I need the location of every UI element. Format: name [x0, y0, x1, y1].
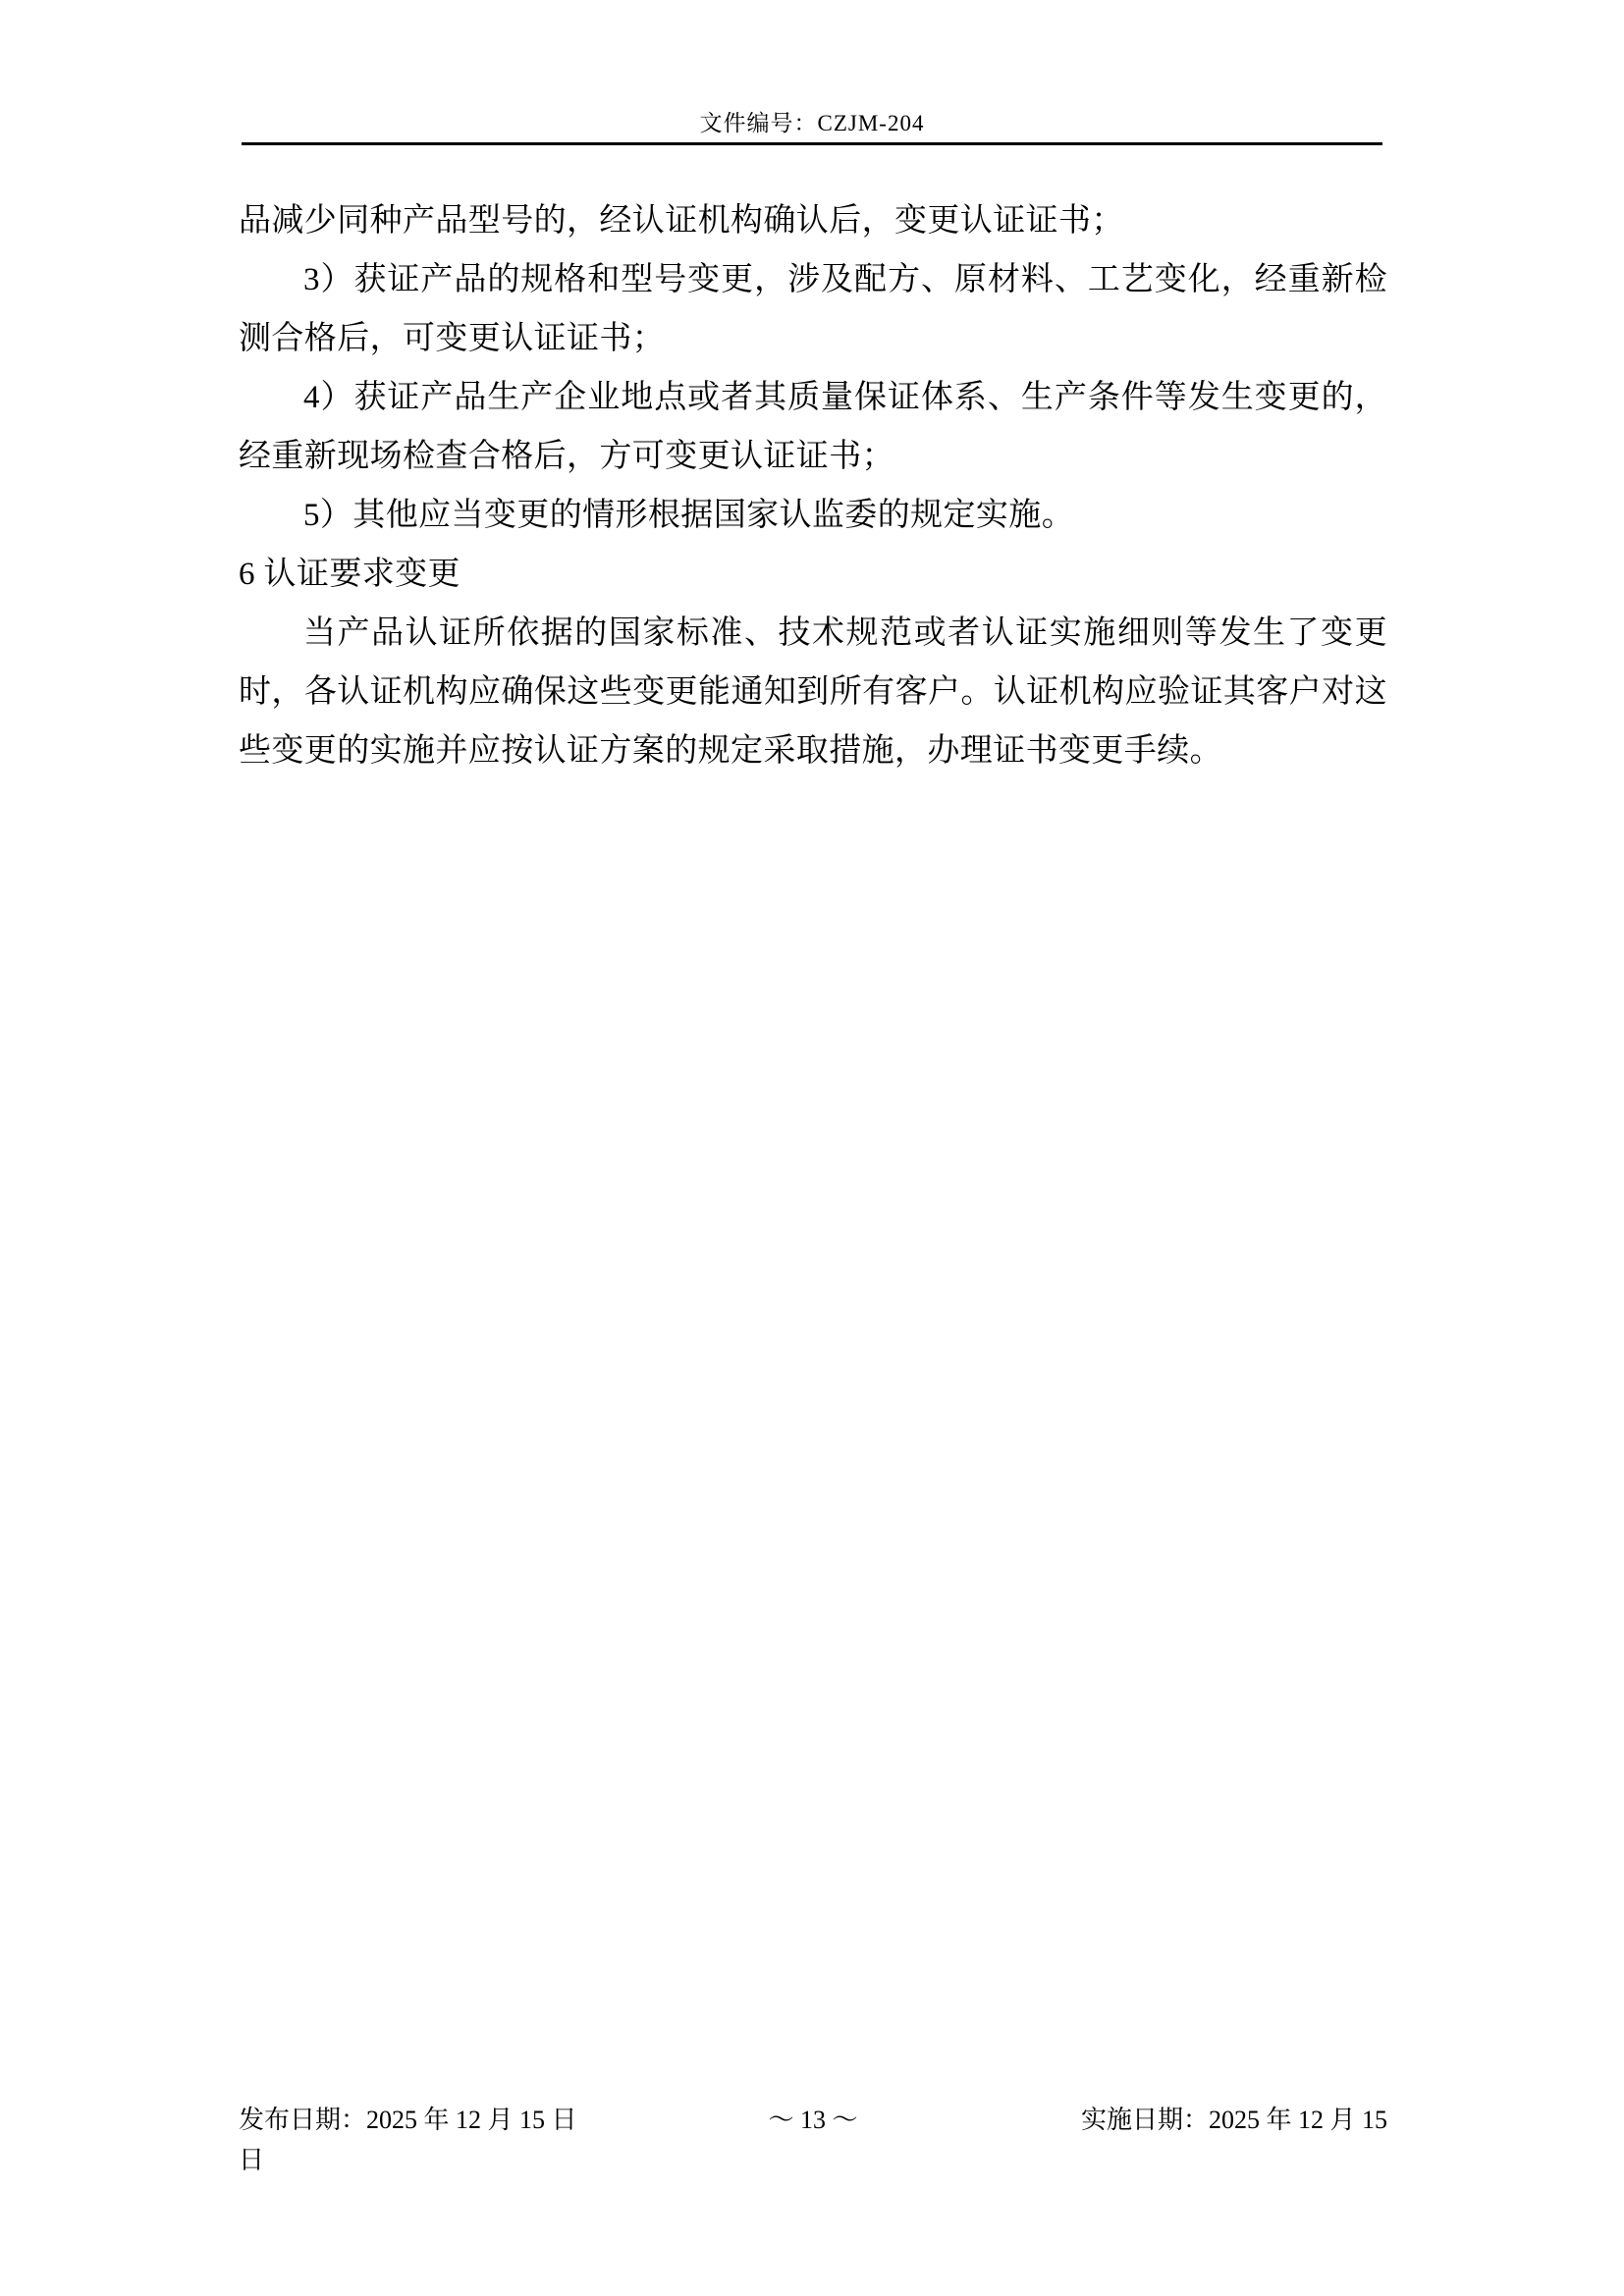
- paragraph-continued: 品减少同种产品型号的，经认证机构确认后，变更认证证书；: [239, 203, 1124, 239]
- footer-row: [239, 2101, 1387, 2139]
- list-item-3: 3）获证产品的规格和型号变更，涉及配方、原材料、工艺变化，经重新检测合格后，可变更认证证书；: [239, 262, 1387, 357]
- footer-effective-date: 实施日期：2025 年 12 月 15: [1080, 2106, 1387, 2134]
- footer-page-number: ～ 13 ～: [768, 2106, 858, 2134]
- footer-issue-date: 发布日期：2025 年 12 月 15 日: [239, 2106, 577, 2134]
- header-divider: [242, 142, 1382, 145]
- document-body: [239, 191, 1387, 780]
- page-header: [242, 110, 1382, 137]
- section-6-paragraph: 当产品认证所依据的国家标准、技术规范或者认证实施细则等发生了变更时，各认证机构应确保这些变更能通知到所有客户。认证机构应验证其客户对这些变更的实施并应按认证方案的规定采取措施，办理证书变更手续。: [239, 615, 1387, 770]
- page-footer: [239, 2101, 1387, 2179]
- document-number: 文件编号：CZJM-204: [699, 111, 925, 135]
- list-item-5: 5）其他应当变更的情形根据国家认监委的规定实施。: [303, 498, 1075, 534]
- footer-effective-date-wrap: 日: [239, 2146, 265, 2174]
- list-item-4: 4）获证产品生产企业地点或者其质量保证体系、生产条件等发生变更的，经重新现场检查合格后，方可变更认证证书；: [239, 380, 1387, 475]
- section-heading-6: 6 认证要求变更: [239, 557, 460, 593]
